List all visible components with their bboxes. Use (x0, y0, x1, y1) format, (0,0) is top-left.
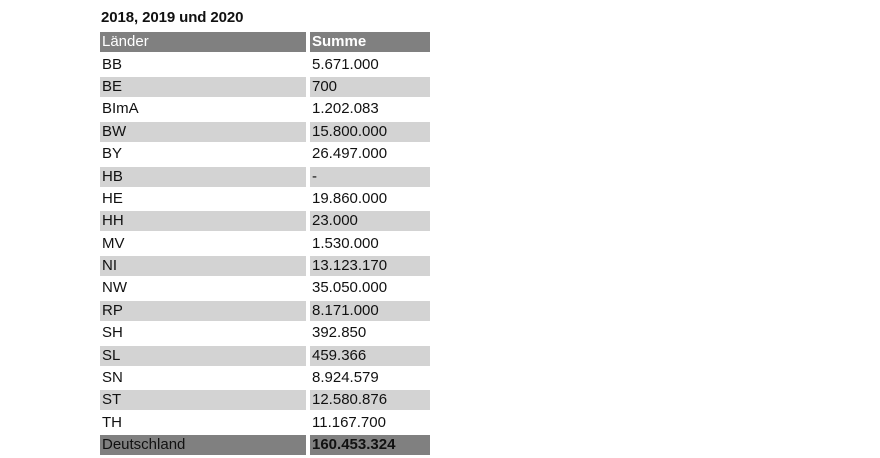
cell-summe: 15.800.000 (310, 122, 430, 142)
table-row (100, 367, 430, 389)
header-summe: Summe (310, 32, 430, 52)
cell-land: SL (100, 346, 306, 366)
table-row (100, 165, 430, 187)
table-row (100, 98, 430, 120)
cell-summe: 12.580.876 (310, 390, 430, 410)
table-row (100, 322, 430, 344)
total-value: 160.453.324 (310, 435, 430, 455)
table-row (100, 255, 430, 277)
cell-land: RP (100, 301, 306, 321)
cell-land: ST (100, 390, 306, 410)
cell-land: BW (100, 122, 306, 142)
table-row (100, 344, 430, 366)
header-laender: Länder (100, 32, 306, 52)
cell-land: TH (102, 413, 122, 431)
cell-summe: 8.171.000 (310, 301, 430, 321)
table-title: 2018, 2019 und 2020 (101, 9, 244, 26)
cell-summe: 19.860.000 (312, 189, 388, 207)
cell-land: BE (100, 77, 306, 97)
cell-land: HE (102, 189, 123, 207)
cell-summe: 392.850 (312, 324, 367, 342)
data-table (100, 31, 430, 456)
cell-land: NW (102, 279, 127, 297)
cell-summe: 1.202.083 (312, 100, 379, 118)
table-row (100, 233, 430, 255)
cell-land: HB (100, 167, 306, 187)
table-row (100, 53, 430, 75)
cell-land: NI (100, 256, 306, 276)
table-row (100, 121, 430, 143)
table-row (100, 188, 430, 210)
cell-summe: 1.530.000 (312, 234, 379, 252)
cell-summe: 23.000 (310, 211, 430, 231)
table-row (100, 389, 430, 411)
cell-summe: 8.924.579 (312, 369, 379, 387)
cell-land: HH (100, 211, 306, 231)
cell-summe: 5.671.000 (312, 55, 379, 73)
total-label: Deutschland (100, 435, 306, 455)
cell-land: BB (102, 55, 123, 73)
cell-summe: - (310, 167, 430, 187)
cell-land: BY (102, 145, 123, 163)
table-header (100, 31, 430, 53)
cell-land: MV (102, 234, 125, 252)
cell-summe: 35.050.000 (312, 279, 388, 297)
cell-land: SN (102, 369, 123, 387)
cell-summe: 700 (310, 77, 430, 97)
cell-summe: 26.497.000 (312, 145, 388, 163)
cell-summe: 13.123.170 (310, 256, 430, 276)
table-row (100, 76, 430, 98)
table-body (100, 53, 430, 434)
table-row (100, 210, 430, 232)
table-row (100, 412, 430, 434)
cell-land: BImA (102, 100, 139, 118)
table-row (100, 300, 430, 322)
table-total-row (100, 434, 430, 456)
table-row (100, 277, 430, 299)
table-row (100, 143, 430, 165)
cell-summe: 459.366 (310, 346, 430, 366)
cell-land: SH (102, 324, 123, 342)
cell-summe: 11.167.700 (312, 413, 386, 431)
